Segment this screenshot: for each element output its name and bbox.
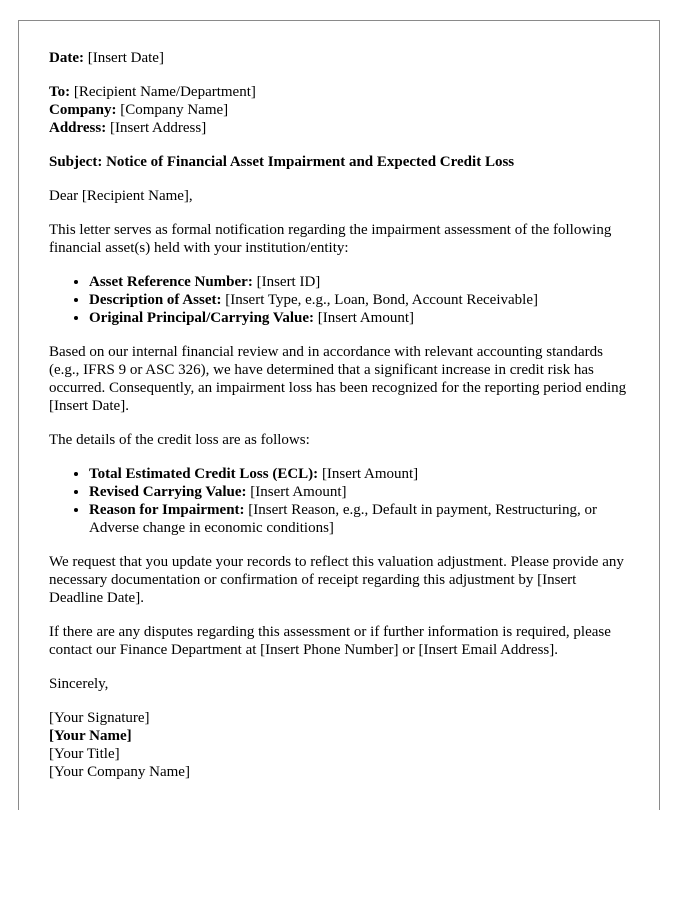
list-item: • Original Principal/Carrying Value: [Insert Amount] (89, 309, 629, 327)
recipient-block (49, 83, 629, 137)
closing: Sincerely, (49, 676, 109, 692)
to-label: To: (49, 84, 71, 100)
to-value: [Recipient Name/Department] (73, 84, 256, 100)
address-value: [Insert Address] (109, 120, 207, 136)
signature-line: [Your Signature] (49, 710, 150, 726)
to-line (49, 83, 629, 101)
asset-list (49, 273, 629, 327)
intro-paragraph: This letter serves as formal notification regarding the impairment assessment of the following financial asset(s) held with your institution/entity: (49, 222, 612, 256)
date-value: [Insert Date] (87, 50, 164, 66)
list-item: • Reason for Impairment: [Insert Reason, e.g., Default in payment, Restructuring, or Adverse change in economic conditions] (89, 501, 629, 537)
letter-page (18, 20, 660, 810)
basis-paragraph: Based on our internal financial review and in accordance with relevant accounting standards (e.g., IFRS 9 or ASC 326), we have determined that a significant increase in credit risk has occurred. Consequently, an impairment loss has been recognized for the reporting period ending [Insert Date]. (49, 344, 627, 414)
loss-list (49, 465, 629, 537)
signer-company: [Your Company Name] (49, 764, 190, 780)
list-item: • Description of Asset: [Insert Type, e.g., Loan, Bond, Account Receivable] (89, 291, 629, 309)
list-item: • Asset Reference Number: [Insert ID] (89, 273, 629, 291)
signer-title: [Your Title] (49, 746, 120, 762)
greeting: Dear [Recipient Name], (49, 188, 193, 204)
address-line (49, 119, 629, 137)
request-paragraph: We request that you update your records to reflect this valuation adjustment. Please provide any necessary documentation or confirmation of receipt regarding this adjustment by [Insert Deadline Date]. (49, 554, 624, 606)
company-value: [Company Name] (120, 102, 229, 118)
date-line (49, 49, 629, 67)
signer-name: [Your Name] (49, 728, 132, 744)
company-label: Company: (49, 102, 117, 118)
list-item: • Revised Carrying Value: [Insert Amount] (89, 483, 629, 501)
company-line (49, 101, 629, 119)
signature-block (49, 709, 629, 781)
details-intro: The details of the credit loss are as follows: (49, 432, 310, 448)
date-label: Date: (49, 50, 84, 66)
contact-paragraph: If there are any disputes regarding this assessment or if further information is required, please contact our Finance Department at [Insert Phone Number] or [Insert Email Address]. (49, 624, 611, 658)
subject-line: Subject: Notice of Financial Asset Impairment and Expected Credit Loss (49, 154, 515, 170)
address-label: Address: (49, 120, 107, 136)
list-item: • Total Estimated Credit Loss (ECL): [Insert Amount] (89, 465, 629, 483)
